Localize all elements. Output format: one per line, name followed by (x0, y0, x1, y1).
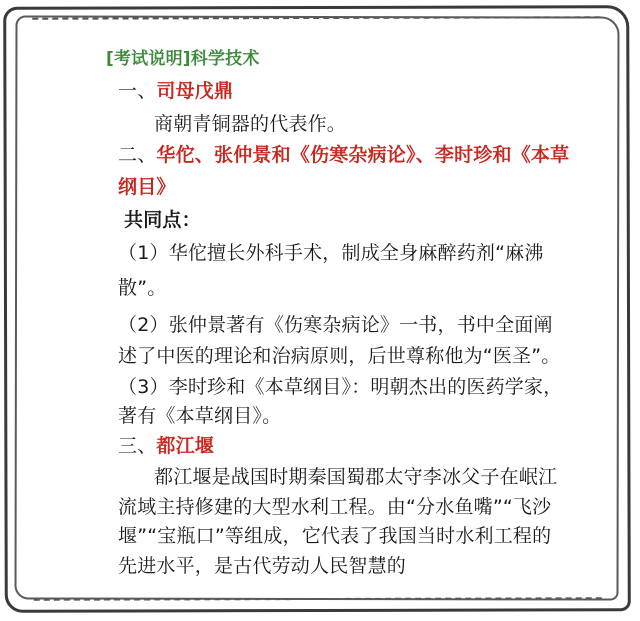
section-2-number: 二、 (118, 144, 157, 166)
section-1-title: 司母戊鼎 (156, 80, 234, 102)
item-1-line1: （1）华佗擅长外科手术，制成全身麻醉药剂“麻沸 (118, 242, 544, 264)
section-3-heading (118, 431, 214, 458)
section-2-title-line2: 纲目》 (118, 176, 176, 198)
common-points-label: 共同点： (124, 209, 201, 231)
section-2-title-line1: 华佗、张仲景和《伤寒杂病论》、李时珍和《本草 (156, 144, 570, 166)
section-1-number: 一、 (118, 80, 157, 102)
section-3-body-line1: 都江堰是战国时期秦国蜀郡太守李冰父子在岷江 (154, 466, 558, 488)
section-2-heading (118, 140, 569, 167)
section-3-body-line3: 堰”“宝瓶口”等组成，它代表了我国当时水利工程的 (118, 525, 552, 547)
item-2-line1: （2）张仲景著有《伤寒杂病论》一书，书中全面阐 (118, 314, 553, 336)
section-1-body: 商朝青铜器的代表作。 (154, 113, 347, 135)
item-3-line2: 著有《本草纲目》。 (118, 405, 282, 427)
section-1-heading (118, 76, 233, 103)
section-3-body-line4: 先进水平，是古代劳动人民智慧的 (118, 555, 407, 577)
section-3-body-line2: 流域主持修建的大型水利工程。由“分水鱼嘴”“飞沙 (118, 496, 552, 518)
item-1-line2: 散”。 (118, 277, 167, 299)
section-tag: [考试说明]科学技术 (106, 49, 260, 69)
item-2-line2: 述了中医的理论和治病原则，后世尊称他为“医圣”。 (118, 345, 561, 367)
section-3-number: 三、 (118, 435, 157, 457)
item-3-line1: （3）李时珍和《本草纲目》：明朝杰出的医药学家， (118, 376, 563, 398)
section-3-title: 都江堰 (156, 435, 215, 457)
